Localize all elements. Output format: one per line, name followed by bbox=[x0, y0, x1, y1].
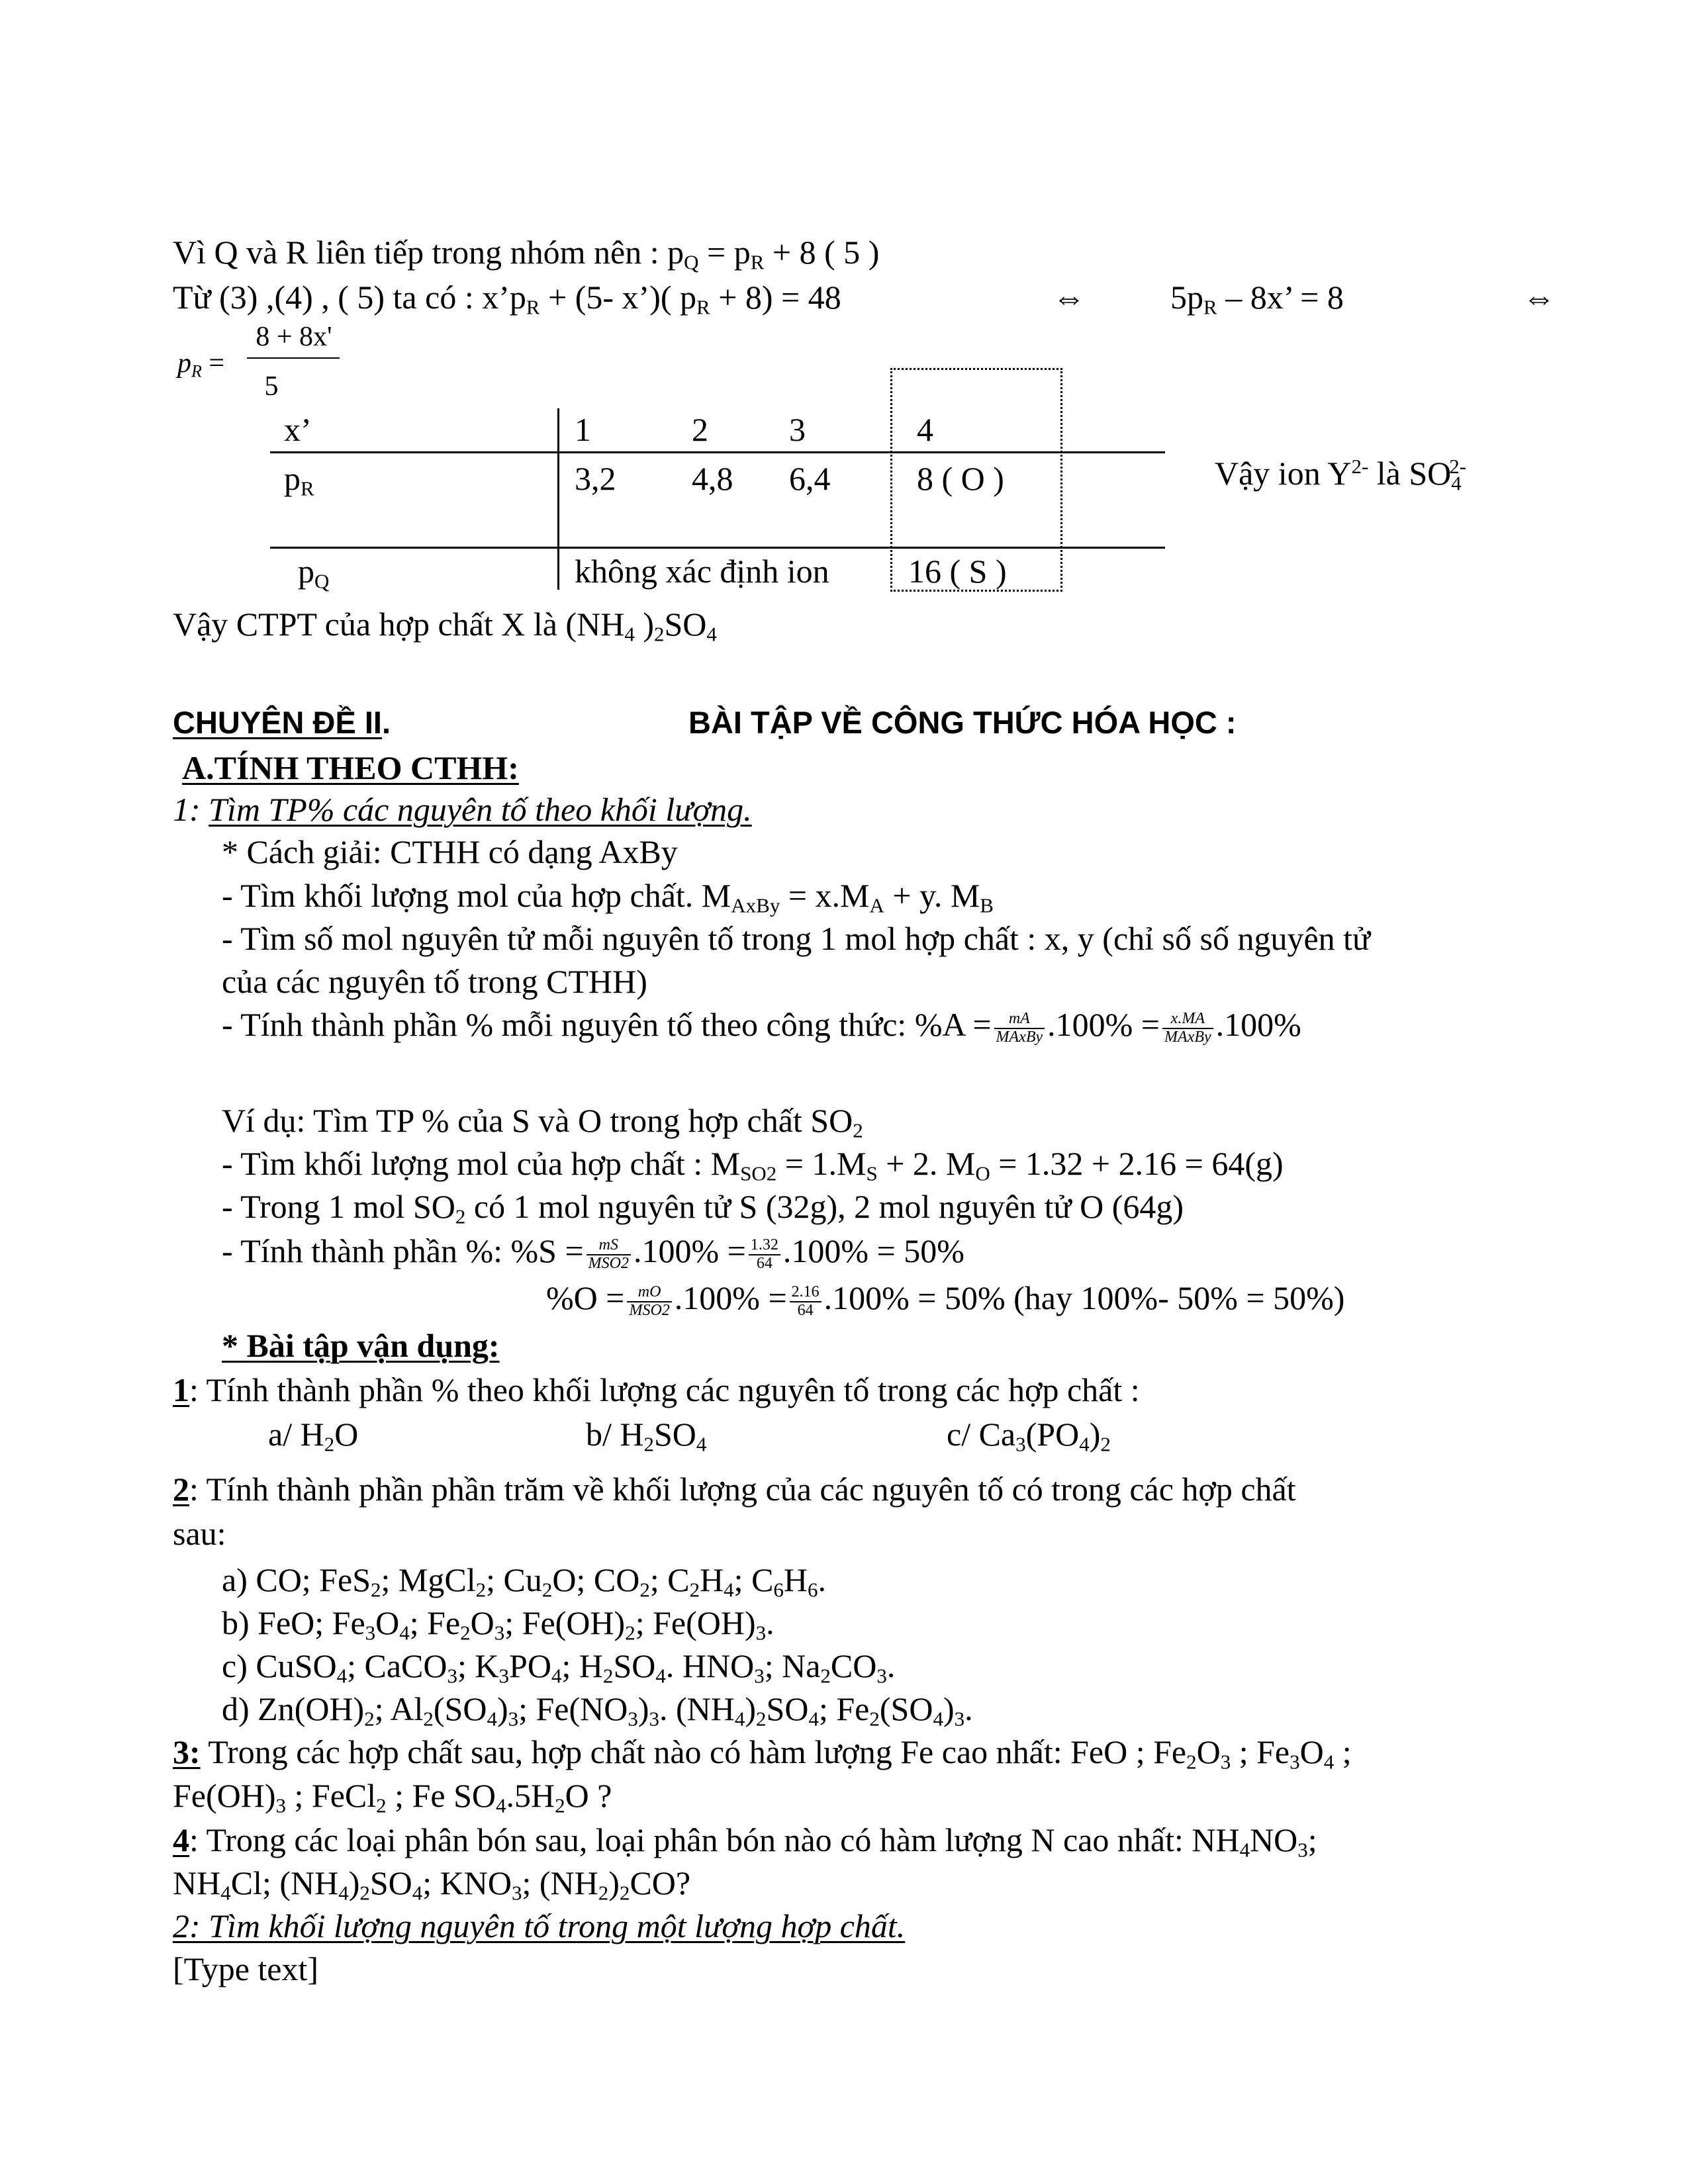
exercise-1c: c/ $Ca_3(PO_4)_2$ bbox=[947, 1416, 1111, 1456]
part2-heading: 2: Tìm khối lượng nguyên tố trong một lượng hợp chất. bbox=[173, 1907, 906, 1944]
method-step-moles-cont: của các nguyên tố trong CTHH) bbox=[222, 963, 647, 1000]
example-moles: - Trong 1 mol $SO_2$ có 1 mol nguyên tử S (32g), 2 mol nguyên tử O (64g) bbox=[222, 1188, 1184, 1228]
exercise-4: 4: Trong các loại phân bón sau, loại phân bón nào có hàm lượng N cao nhất: $NH_4NO_3$; bbox=[173, 1821, 1317, 1862]
method-step-moles: - Tìm số mol nguyên tử mỗi nguyên tố trong 1 mol hợp chất : x, y (chỉ số số nguyên tử bbox=[222, 920, 1371, 957]
table-cell-answer-s: 16 ( S ) bbox=[908, 553, 1007, 590]
example-heading: Ví dụ: Tìm TP % của S và O trong hợp chất $SO_2$ bbox=[222, 1102, 863, 1142]
exercise-1: 1: Tính thành phần % theo khối lượng các nguyên tố trong các hợp chất : bbox=[173, 1371, 1140, 1408]
table-rule-top bbox=[270, 451, 1165, 453]
table-divider bbox=[557, 408, 559, 590]
method-step-molar-mass: - Tìm khối lượng mol của hợp chất. $M_{AxBy} = x.M_A + y$. $M_B$ bbox=[222, 877, 994, 917]
example-percent-s: - Tính thành phần %: %S = $\frac{mS}{\text{MSO2}}$ .100% = $\frac{1.32}{64}$ .100% = 50% bbox=[222, 1232, 964, 1272]
example-molar-mass: - Tìm khối lượng mol của hợp chất : $M_{SO2} = 1.M_S + 2$. $M_O = 1.32 + 2.16 = 64(g)$ bbox=[222, 1145, 1284, 1185]
table-cell: 4,8 bbox=[692, 460, 733, 497]
table-header-cell: 4 bbox=[917, 411, 933, 448]
table-header-label: x’ bbox=[284, 411, 312, 448]
exercise-4-cont: $NH_4Cl$; $(NH_4)_2SO_4$; $KNO_3$; $(NH_2)_2CO$? bbox=[173, 1864, 691, 1905]
exercises-heading: * Bài tập vận dụng: bbox=[222, 1327, 500, 1364]
pr-formula-numerator: 8 + 8x' bbox=[256, 322, 332, 352]
table-header-cell: 3 bbox=[789, 411, 806, 448]
table-header-cell: 1 bbox=[575, 411, 591, 448]
pr-formula-bar bbox=[247, 357, 340, 359]
table-row-label-pq: $p_Q$ bbox=[298, 553, 330, 593]
pr-formula-label: $p_R$ = bbox=[177, 348, 225, 381]
exercise-2a: a) CO; FeS$_2$; MgCl$_2$; $Cu_2O$; $CO_2$; $C_2H_4$; $C_6H_6$. bbox=[222, 1561, 827, 1602]
exercise-2: 2: Tính thành phần phần trăm về khối lượng của các nguyên tố có trong các hợp chất bbox=[173, 1471, 1296, 1508]
footer-placeholder: [Type text] bbox=[173, 1950, 319, 1987]
equation-line-combined: Từ (3) ,(4) , ( 5) ta có : $x’p_R + (5-$ x’)( $p_R + 8) = 48$ bbox=[173, 279, 841, 319]
table-header-cell: 2 bbox=[692, 411, 708, 448]
exercise-3-cont: $Fe(OH)_3$ ; FeCl$_2$ ; Fe $SO_4.5H_2O$ ? bbox=[173, 1777, 612, 1817]
table-cell-answer: 8 ( O ) bbox=[917, 460, 1004, 497]
method-line: * Cách giải: CTHH có dạng AxBy bbox=[222, 833, 678, 870]
exercise-2b: b) FeO; $Fe_3O_4$; $Fe_2O_3$; $Fe(OH)_2$; $Fe(OH)_3$. bbox=[222, 1604, 774, 1645]
exercise-2d: d) $Zn(OH)_2$; $Al_2(SO_4)_3$; $Fe(NO_3)_3$. $(NH_4)_2SO_4$; $Fe_2(SO_4)_3$. bbox=[222, 1690, 973, 1731]
table-rule-bottom bbox=[270, 547, 1165, 549]
equivalence-symbol-2: ⇔ bbox=[1523, 279, 1556, 316]
exercise-1b: b/ $H_2SO_4$ bbox=[586, 1416, 707, 1456]
part1-heading: 1: Tìm TP% các nguyên tố theo khối lượng. bbox=[173, 791, 752, 828]
table-cell: 3,2 bbox=[575, 460, 616, 497]
exercise-2c: c) CuSO$_4$; CaCO$_3$; $K_3PO_4$; $H_2SO_4$. $HNO_3$; $Na_2CO_3$. bbox=[222, 1647, 896, 1688]
equivalence-symbol-1: ⇔ bbox=[1053, 279, 1086, 316]
method-step-percent: - Tính thành phần % mỗi nguyên tố theo công thức: %A = $\frac{mA}{\text{MAxBy}}$ .100% = $\frac{x.MA}{\text{MAxBy}}$ .100% bbox=[222, 1006, 1301, 1046]
section-heading-left: CHUYÊN ĐỀ II. bbox=[173, 705, 391, 740]
exercise-1a: a/ $H_2O$ bbox=[268, 1416, 359, 1456]
table-cell: 6,4 bbox=[789, 460, 831, 497]
equation-result: $5p_R - 8x$’ = 8 bbox=[1170, 279, 1344, 319]
table-cell-undetermined: không xác định ion bbox=[575, 553, 829, 590]
ion-note: Vậy ion $Y^{2-}$ là $SO_4^{2-}$ bbox=[1215, 454, 1467, 495]
table-row-label-pr: $p_R$ bbox=[284, 460, 314, 500]
conclusion-line: Vậy CTPT của hợp chất X là ($NH_4$ )$_2SO_4$ bbox=[173, 606, 717, 646]
exercise-3: 3: Trong các hợp chất sau, hợp chất nào có hàm lượng Fe cao nhất: FeO ; $Fe_2O_3$ ; $Fe_3O_4$ ; bbox=[173, 1733, 1352, 1774]
exercise-2-cont: sau: bbox=[173, 1515, 226, 1552]
subsection-a-title: A.TÍNH THEO CTHH: bbox=[182, 749, 519, 786]
equation-line-5: Vì Q và R liên tiếp trong nhóm nên : $p_Q = p_R + 8$ ( 5 ) bbox=[173, 234, 880, 274]
pr-formula-denominator: 5 bbox=[264, 371, 279, 402]
example-percent-o: %O = $\frac{mO}{\text{MSO2}}$ .100% = $\frac{2.16}{64}$ .100% = 50% (hay 100%- 50% = 50%) bbox=[546, 1279, 1345, 1319]
section-heading-right: BÀI TẬP VỀ CÔNG THỨC HÓA HỌC : bbox=[688, 705, 1237, 740]
